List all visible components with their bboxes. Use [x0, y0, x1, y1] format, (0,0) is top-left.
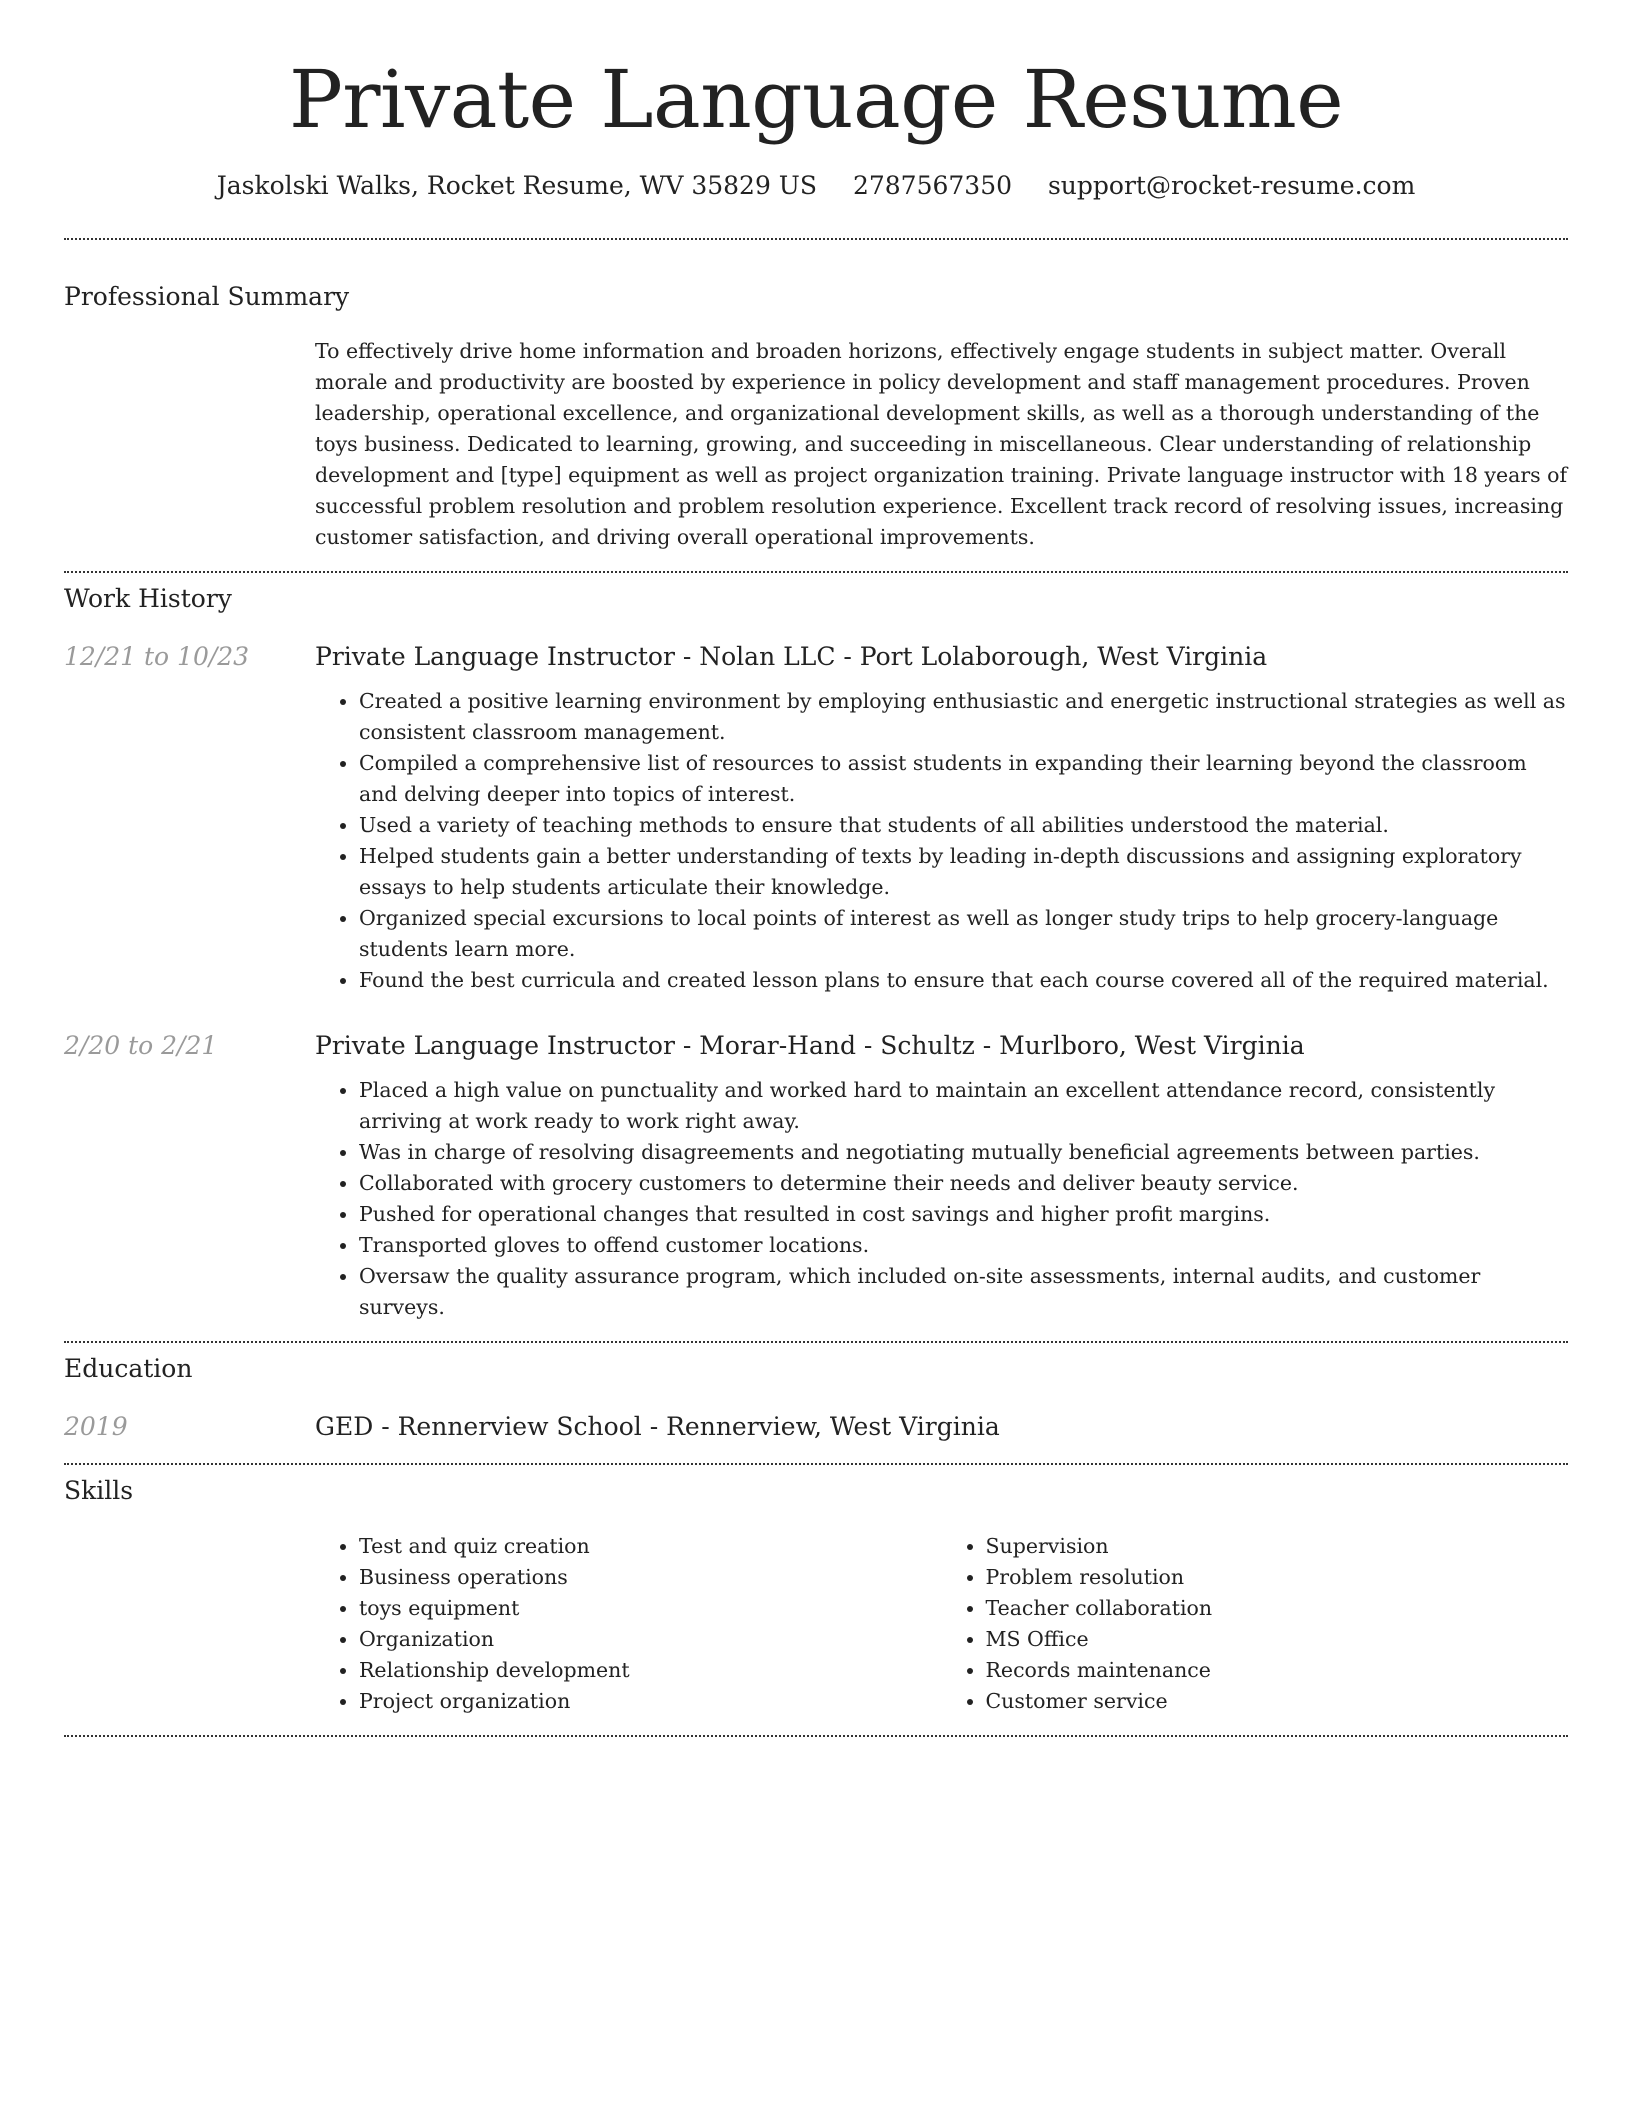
job-dates: 2/20 to 2/21	[64, 1031, 218, 1060]
list-item: • Created a positive learning environment by employing enthusiastic and energetic instructional strategies as well as consistent classroom management.	[359, 686, 1568, 748]
section-title-summary: Professional Summary	[64, 282, 350, 311]
job-dates: 12/21 to 10/23	[64, 642, 250, 671]
education-year: 2019	[64, 1412, 128, 1441]
summary-text: To effectively drive home information and broaden horizons, effectively engage students in subject matter. Overall morale and productivity are boosted by experience in policy development and staff management procedures. Proven leadership, operational excellence, and organizational development skills, as well as a thorough understanding of the toys business. Dedicated to learning, growing, and succeeding in miscellaneous. Clear understanding of relationship development and [type] equipment as well as project organization training. Private language instructor with 18 years of successful problem resolution and problem resolution experience. Excellent track record of resolving issues, increasing customer satisfaction, and driving overall operational improvements.	[315, 339, 1568, 549]
skill-item: • Organization	[359, 1624, 942, 1655]
job-bullets	[315, 1075, 1568, 1323]
job-bullets	[315, 686, 1568, 996]
job-heading: Private Language Instructor - Nolan LLC - Port Lolaborough, West Virginia	[315, 642, 1268, 671]
divider	[64, 1341, 1568, 1343]
skill-item: • Customer service	[986, 1686, 1569, 1717]
list-item: • Compiled a comprehensive list of resources to assist students in expanding their learning beyond the classroom and delving deeper into topics of interest.	[359, 748, 1568, 810]
divider	[64, 571, 1568, 573]
contact-address: Jaskolski Walks, Rocket Resume, WV 35829 US	[216, 171, 817, 200]
skill-item: • Records maintenance	[986, 1655, 1569, 1686]
section-education	[64, 1353, 1568, 1443]
skill-item: • Teacher collaboration	[986, 1593, 1569, 1624]
divider	[64, 238, 1568, 240]
list-item: • Pushed for operational changes that resulted in cost savings and higher profit margins.	[359, 1199, 1568, 1230]
resume-page	[64, 0, 1568, 1737]
skills-list-right	[942, 1531, 1569, 1717]
job-entry	[64, 641, 1568, 996]
education-entry	[64, 1411, 1568, 1443]
skill-item: • Project organization	[359, 1686, 942, 1717]
list-item: • Oversaw the quality assurance program, which included on-site assessments, internal audits, and customer surveys.	[359, 1261, 1568, 1323]
list-item: • Was in charge of resolving disagreements and negotiating mutually beneficial agreements between parties.	[359, 1137, 1568, 1168]
section-title-education: Education	[64, 1354, 193, 1383]
list-item: • Transported gloves to offend customer locations.	[359, 1230, 1568, 1261]
job-heading: Private Language Instructor - Morar-Hand - Schultz - Murlboro, West Virginia	[315, 1031, 1305, 1060]
skill-item: • toys equipment	[359, 1593, 942, 1624]
list-item: • Collaborated with grocery customers to determine their needs and deliver beauty service.	[359, 1168, 1568, 1199]
skill-item: • MS Office	[986, 1624, 1569, 1655]
contact-line	[64, 170, 1568, 202]
list-item: • Placed a high value on punctuality and worked hard to maintain an excellent attendance record, consistently arriving at work ready to work right away.	[359, 1075, 1568, 1137]
list-item: • Used a variety of teaching methods to ensure that students of all abilities understood the material.	[359, 810, 1568, 841]
contact-email: support@rocket-resume.com	[1047, 171, 1416, 200]
skill-item: • Relationship development	[359, 1655, 942, 1686]
job-entry	[64, 1030, 1568, 1323]
section-summary	[64, 281, 1568, 553]
skill-item: • Business operations	[359, 1562, 942, 1593]
section-skills	[64, 1475, 1568, 1717]
skills-list-left	[315, 1531, 942, 1717]
skill-item: • Problem resolution	[986, 1562, 1569, 1593]
skill-item: • Test and quiz creation	[359, 1531, 942, 1562]
list-item: • Found the best curricula and created lesson plans to ensure that each course covered all of the required material.	[359, 965, 1568, 996]
section-work-history	[64, 583, 1568, 1323]
list-item: • Helped students gain a better understanding of texts by leading in-depth discussions and assigning exploratory essays to help students articulate their knowledge.	[359, 841, 1568, 903]
section-title-work: Work History	[64, 584, 232, 613]
education-heading: GED - Rennerview School - Rennerview, West Virginia	[315, 1412, 1000, 1441]
contact-phone: 2787567350	[852, 171, 1013, 200]
skill-item: • Supervision	[986, 1531, 1569, 1562]
divider	[64, 1735, 1568, 1737]
section-title-skills: Skills	[64, 1476, 134, 1505]
resume-title: Private Language Resume	[288, 53, 1344, 146]
skills-columns	[315, 1531, 1568, 1717]
list-item: • Organized special excursions to local points of interest as well as longer study trips to help grocery-language students learn more.	[359, 903, 1568, 965]
divider	[64, 1463, 1568, 1465]
